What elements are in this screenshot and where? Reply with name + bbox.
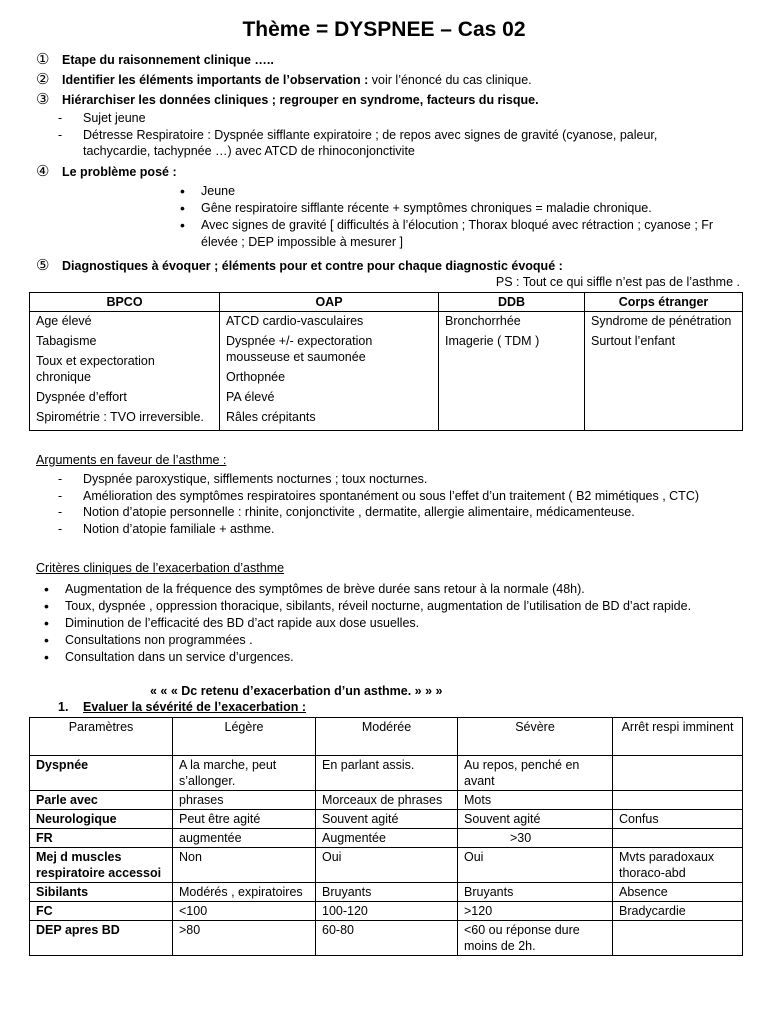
list-item: • Toux, dyspnée , oppression thoracique, sibilants, réveil nocturne, augmentation de l’utilisation de BD d’act rapide. [40,598,750,615]
table-row [30,756,743,791]
table-cell: <60 ou réponse dure moins de 2h. [458,921,613,956]
cell-line: Dyspnée d’effort [36,390,127,404]
table-cell: Confus [613,810,743,829]
row-label: Neurologique [30,810,173,829]
step-number: ④ [36,163,50,180]
cell-line: Dyspnée +/- expectoration mousseuse et saumonée [226,334,373,364]
table-cell: Absence [613,883,743,902]
header-cell: DDB [439,293,585,312]
row-label: Sibilants [30,883,173,902]
bpco-cell [30,312,220,431]
table-cell: augmentée [173,829,316,848]
table-row [30,848,743,883]
row-label: DEP apres BD [30,921,173,956]
ddb-cell [439,312,585,431]
list-item: • Consultation dans un service d’urgences. [40,649,750,666]
table-cell: Oui [458,848,613,883]
table-cell: Mvts paradoxaux thoraco-abd [613,848,743,883]
cell-line: Orthopnée [226,370,286,384]
table-cell [613,756,743,791]
table-row [30,829,743,848]
table-cell: Peut être agité [173,810,316,829]
criteria-list [40,581,750,666]
table-cell: >80 [173,921,316,956]
oap-cell [220,312,439,431]
step-number: ③ [36,91,50,108]
evaluate-number: 1. [58,700,69,714]
cell-line: Bronchorrhée [445,314,521,328]
differential-table [29,292,743,431]
header-cell: BPCO [30,293,220,312]
table-row [30,312,743,431]
table-row [30,791,743,810]
foreign-body-cell [585,312,743,431]
step-5 [36,256,563,274]
header-cell: OAP [220,293,439,312]
table-cell: A la marche, peut s’allonger. [173,756,316,791]
table-cell: <100 [173,902,316,921]
table-cell: >30 [458,829,613,848]
cell-line: Toux et expectoration chronique [36,354,155,384]
list-item: - Amélioration des symptômes respiratoires spontanément ou sous l’effet d’un traitement ( B2 mimétiques , CTC) [58,488,748,505]
evaluate-heading [58,700,306,714]
list-item: • Avec signes de gravité [ difficultés à l’élocution ; Thorax bloqué avec rétraction ; cyanose ; Fr élevée ; DEP impossible à mesurer ] [176,217,736,251]
arguments-title: Arguments en faveur de l’asthme : [36,453,227,467]
table-row [30,883,743,902]
cell-line: Râles crépitants [226,410,316,424]
header-cell: Légère [173,718,316,756]
cell-line: Spirométrie : TVO irreversible. [36,410,204,424]
step-4 [36,162,177,180]
row-label: Dyspnée [30,756,173,791]
step-text: Identifier les éléments importants de l’observation : [62,73,369,87]
page-title: Thème = DYSPNEE – Cas 02 [242,18,526,41]
table-header-row [30,293,743,312]
list-item: - Détresse Respiratoire : Dyspnée sifflante expiratoire ; de repos avec signes de gravité (cyanose, paleur, tachycardie, tachypnée …) avec ATCD de rhinoconjonctivite [58,127,698,160]
table-cell [613,921,743,956]
header-cell: Modérée [316,718,458,756]
table-cell: >120 [458,902,613,921]
header-cell: Sévère [458,718,613,756]
table-cell: Bruyants [316,883,458,902]
criteria-title: Critères cliniques de l’exacerbation d’asthme [36,561,285,575]
step-number: ② [36,71,50,88]
cell-line: PA élevé [226,390,275,404]
step-text: Diagnostiques à évoquer ; éléments pour et contre pour chaque diagnostic évoqué : [62,259,563,273]
list-item: • Gêne respiratoire sifflante récente + symptômes chroniques = maladie chronique. [176,200,736,217]
list-item: - Notion d’atopie familiale + asthme. [58,521,748,538]
table-cell: Souvent agité [458,810,613,829]
list-item: • Consultations non programmées . [40,632,750,649]
table-cell: Bradycardie [613,902,743,921]
list-item: • Augmentation de la fréquence des symptômes de brève durée sans retour à la normale (48h). [40,581,750,598]
table-cell: 60-80 [316,921,458,956]
cell-line: Surtout l’enfant [591,334,676,348]
step-4-list [176,183,736,251]
step-text: Le problème posé : [62,165,177,179]
list-item: - Dyspnée paroxystique, sifflements nocturnes ; toux nocturnes. [58,471,748,488]
cell-line: ATCD cardio-vasculaires [226,314,364,328]
table-cell: 100-120 [316,902,458,921]
row-label: FR [30,829,173,848]
list-item: - Sujet jeune [58,110,698,127]
table-cell: Au repos, penché en avant [458,756,613,791]
ps-note: PS : Tout ce qui siffle n’est pas de l’asthme . [495,275,740,289]
step-text: Etape du raisonnement clinique ….. [62,53,274,67]
cell-line: Age élevé [36,314,92,328]
table-header-row [30,718,743,756]
list-item: - Notion d’atopie personnelle : rhinite, conjonctivite , dermatite, allergie alimentaire, médicamenteuse. [58,504,748,521]
table-row [30,902,743,921]
arguments-list [58,471,748,537]
table-row [30,810,743,829]
table-cell: Mots [458,791,613,810]
header-cell: Paramètres [30,718,173,756]
step-tail: voir l’énoncé du cas clinique. [368,73,532,87]
cell-line: Imagerie ( TDM ) [445,334,540,348]
table-row [30,921,743,956]
step-1 [36,50,274,68]
evaluate-text: Evaluer la sévérité de l’exacerbation : [83,700,307,714]
row-label: Mej d muscles respiratoire accessoi [30,848,173,883]
step-number: ① [36,51,50,68]
table-cell: Oui [316,848,458,883]
table-cell: Modérés , expiratoires [173,883,316,902]
table-cell: Bruyants [458,883,613,902]
table-cell [613,791,743,810]
header-cell: Corps étranger [585,293,743,312]
list-item: • Diminution de l’efficacité des BD d’act rapide aux dose usuelles. [40,615,750,632]
header-cell: Arrêt respi imminent [613,718,743,756]
severity-table [29,717,743,956]
diagnosis-quote: « « « Dc retenu d’exacerbation d’un asthme. » » » [150,684,443,698]
step-text: Hiérarchiser les données cliniques ; regrouper en syndrome, facteurs du risque. [62,93,539,107]
table-cell: Morceaux de phrases [316,791,458,810]
table-cell [613,829,743,848]
row-label: Parle avec [30,791,173,810]
step-2 [36,70,532,88]
step-3-list [58,110,698,160]
cell-line: Syndrome de pénétration [591,314,732,328]
table-cell: Souvent agité [316,810,458,829]
table-cell: phrases [173,791,316,810]
step-number: ⑤ [36,257,50,274]
table-cell: Non [173,848,316,883]
table-cell: En parlant assis. [316,756,458,791]
step-3 [36,90,539,108]
table-cell: Augmentée [316,829,458,848]
list-item: • Jeune [176,183,736,200]
cell-line: Tabagisme [36,334,97,348]
row-label: FC [30,902,173,921]
